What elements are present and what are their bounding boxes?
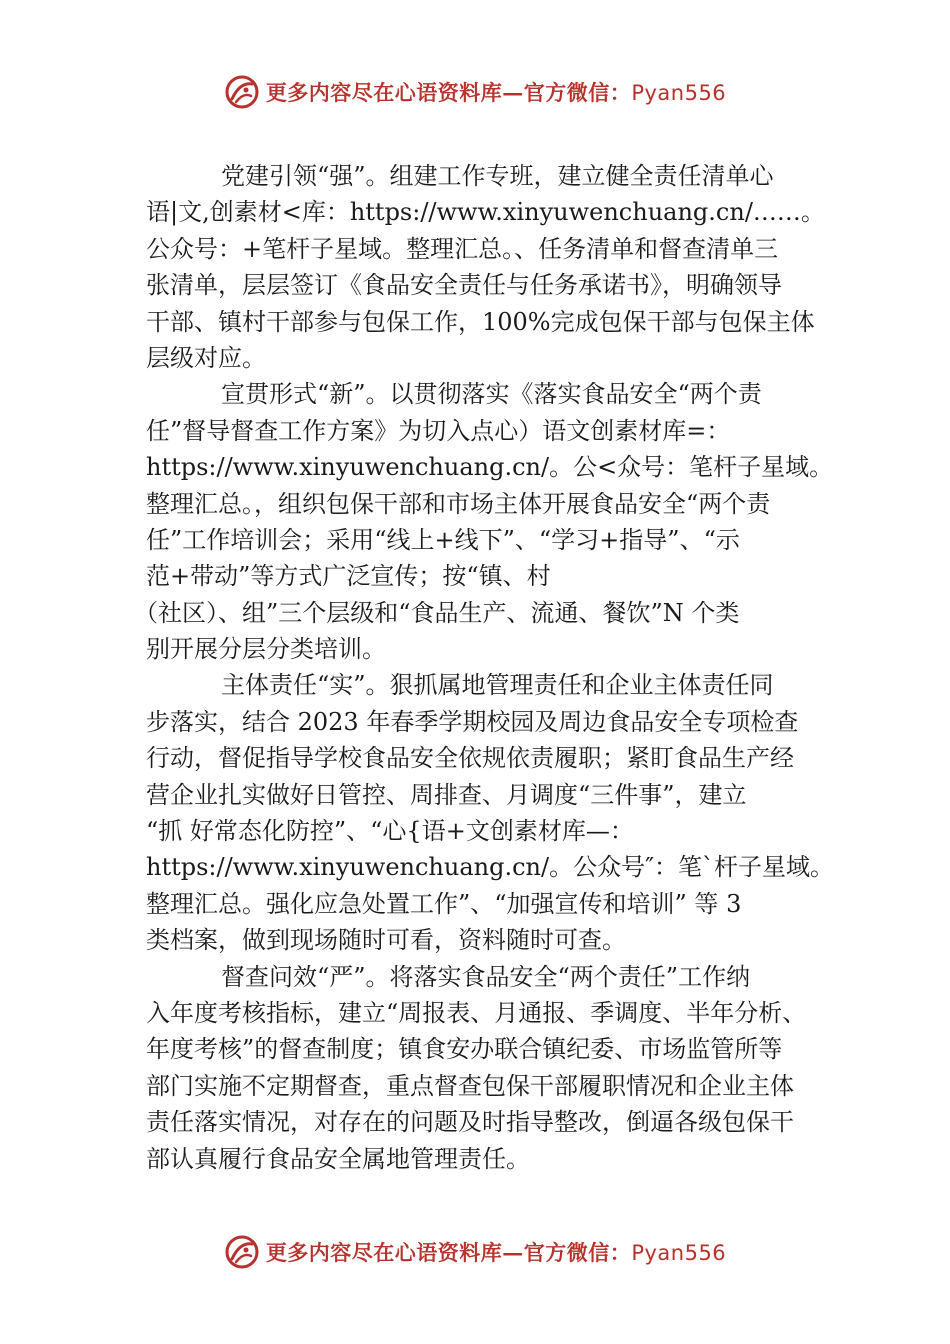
paragraph-line: 干部、镇村干部参与包保工作，100%完成包保干部与包保主体 [146,307,815,336]
paragraph-line: 语|文,创素材<库：https://www.xinyuwenchuang.cn/……。 [146,198,825,227]
paragraph-line: 宣贯形式“新”。以贯彻落实《落实食品安全“两个责 [221,380,762,409]
wechat-id: Pyan556 [631,1241,727,1265]
paragraph-line: 公众号：+笔杆子星域。整理汇总。、任务清单和督查清单三 [146,234,779,263]
wechat-id: Pyan556 [631,81,727,105]
paragraph-line: 张清单，层层签订《食品安全责任与任务承诺书》，明确领导 [146,271,782,300]
paragraph-line: 入年度考核指标，建立“周报表、月通报、季调度、半年分析、 [146,998,807,1027]
paragraph-line: 整理汇总。，组织包保干部和市场主体开展食品安全“两个责 [146,489,771,518]
paragraph-line: 责任落实情况，对存在的问题及时指导整改，倒逼各级包保干 [146,1108,794,1137]
paragraph-line: 营企业扎实做好日管控、周排查、月调度“三件事”，建立 [146,780,747,809]
paragraph-line: 部门实施不定期督查，重点督查包保干部履职情况和企业主体 [146,1071,794,1100]
paragraph-line: 层级对应。 [146,343,266,372]
paragraph-line: 任”工作培训会；采用“线上+线下”、“学习+指导”、“示 [146,525,740,554]
paragraph-line: 行动，督促指导学校食品安全依规依责履职；紧盯食品生产经 [146,744,794,773]
calligraphy-seal-icon [224,74,260,110]
paragraph-line: 主体责任“实”。狠抓属地管理责任和企业主体责任同 [221,671,774,700]
paragraph-line: 范+带动”等方式广泛宣传；按“镇、村 [146,562,551,591]
paragraph-line: 别开展分层分类培训。 [146,635,386,664]
document-body [134,158,835,1177]
paragraph-line: 督查问效“严”。将落实食品安全“两个责任”工作纳 [221,962,751,991]
paragraph-line: https://www.xinyuwenchuang.cn/。公众号″：笔`杆子星域。 [146,853,835,882]
paragraph-line: 整理汇总。强化应急处置工作”、“加强宣传和培训” 等 3 [146,889,742,918]
paragraph-line: 党建引领“强”。组建工作专班，建立健全责任清单心 [221,162,774,190]
banner-text: 更多内容尽在心语资料库—官方微信：Pyan556 [265,80,727,105]
paragraph-line: （社区）、组”三个层级和“食品生产、流通、餐饮”N 个类 [134,598,740,627]
header-watermark-banner [0,70,950,114]
paragraph-line: 任”督导督查工作方案》为切入点心）语文创素材库=： [146,416,731,445]
banner-text: 更多内容尽在心语资料库—官方微信：Pyan556 [265,1240,727,1265]
paragraph-line: 步落实，结合 2023 年春季学期校园及周边食品安全专项检查 [146,707,799,736]
paragraph-line: 年度考核”的督查制度；镇食安办联合镇纪委、市场监管所等 [146,1035,783,1064]
paragraph-line: “抓 好常态化防控”、“心{语+文创素材库—： [146,817,634,846]
paragraph-line: 部认真履行食品安全属地管理责任。 [146,1144,530,1173]
calligraphy-seal-icon [224,1234,260,1270]
footer-watermark-banner [0,1230,950,1274]
paragraph-line: https://www.xinyuwenchuang.cn/。公<众号：笔杆子星域。 [146,453,834,482]
paragraph-line: 类档案，做到现场随时可看，资料随时可查。 [146,926,626,955]
